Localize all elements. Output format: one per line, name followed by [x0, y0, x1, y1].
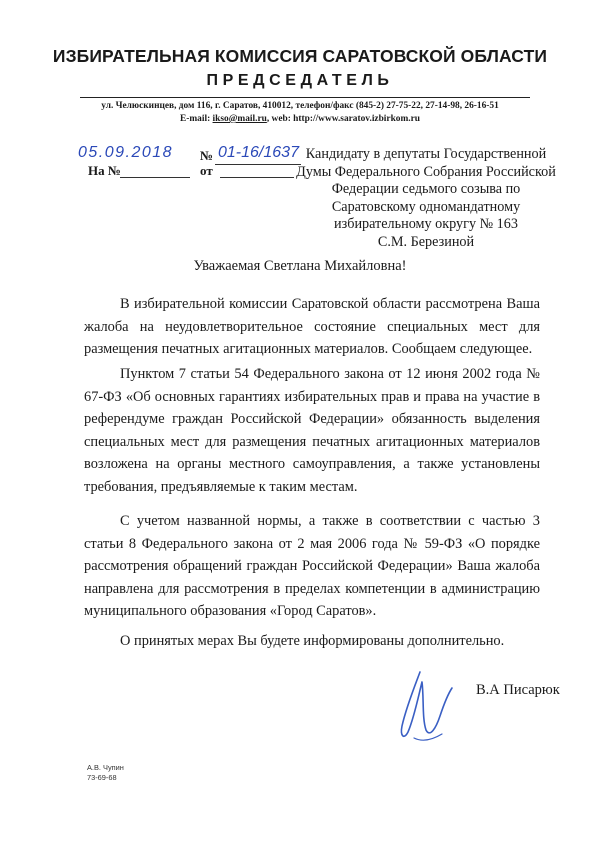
addressee-line: Кандидату в депутаты Государственной — [305, 146, 547, 162]
body-paragraph: В избирательной комиссии Саратовской области рассмотрена Ваша жалоба на неудовлетворительное состояние специальных мест для размещения печатных агитационных материалов. Сообщаем следующее. — [84, 296, 540, 358]
addressee-block — [296, 146, 556, 251]
executor-name: А.В. Чупин — [87, 763, 124, 772]
contact-line — [0, 114, 600, 124]
reply-from-label: от — [200, 163, 213, 178]
signatory-name: В.А Писарюк — [476, 682, 560, 698]
email-link[interactable]: ikso@mail.ru — [212, 114, 267, 124]
body-paragraph: С учетом названной нормы, а также в соответствии с частью 3 статьи 8 Федерального закона от 2 мая 2006 года № 59-ФЗ «О порядке рассмотрения обращений граждан Российской Федерации» Ваша жалоба направлена для рассмотрения в пределах компетенции в администрацию муниципального образования «Город Саратов». — [84, 513, 540, 620]
reply-to-label: На № — [88, 163, 121, 178]
body-paragraph: Пунктом 7 статьи 54 Федерального закона от 12 июня 2002 года № 67-ФЗ «Об основных гарантиях избирательных прав и права на участие в референдуме граждан Российской Федерации» обязанность выделения специальных мест для размещения печатных агитационных материалов возложена на органы местного самоуправления, а также установлены требования, предъявляемые к таким местам. — [84, 366, 540, 495]
salutation: Уважаемая Светлана Михайловна! — [193, 258, 407, 274]
email-label: E-mail: — [179, 114, 213, 124]
executor-phone: 73-69-68 — [87, 772, 117, 782]
web-url: http://www.saratov.izbirkom.ru — [293, 114, 420, 124]
addressee-line: Думы Федерального Собрания Российской — [296, 163, 556, 180]
position-title: ПРЕДСЕДАТЕЛЬ — [206, 72, 394, 89]
handwritten-signature — [392, 668, 462, 744]
handwritten-outgoing-number: 01-16/1637 — [218, 144, 299, 161]
handwritten-date: 05.09.2018 — [78, 144, 174, 161]
outgoing-number-line — [215, 164, 301, 165]
web-label: , web: — [266, 114, 294, 124]
executor-info — [87, 763, 124, 782]
organization-name: ИЗБИРАТЕЛЬНАЯ КОМИССИЯ САРАТОВСКОЙ ОБЛАСТИ — [52, 46, 548, 66]
address-line: ул. Челюскинцев, дом 116, г. Саратов, 410012, телефон/факс (845-2) 27-75-22, 27-14-98, 26-16-51 — [101, 101, 499, 111]
outgoing-number-label: № — [200, 148, 214, 163]
reply-from-date-field — [220, 177, 294, 178]
header-divider — [80, 97, 530, 98]
addressee-line: избирательному округу № 163 — [334, 216, 518, 232]
addressee-line: Саратовскому одномандатному — [331, 198, 521, 215]
addressee-line: С.М. Березиной — [377, 233, 475, 250]
addressee-line: Федерации седьмого созыва по — [331, 181, 521, 197]
body-paragraph: О принятых мерах Вы будете информированы дополнительно. — [120, 633, 505, 649]
reply-to-number-field — [120, 177, 190, 178]
